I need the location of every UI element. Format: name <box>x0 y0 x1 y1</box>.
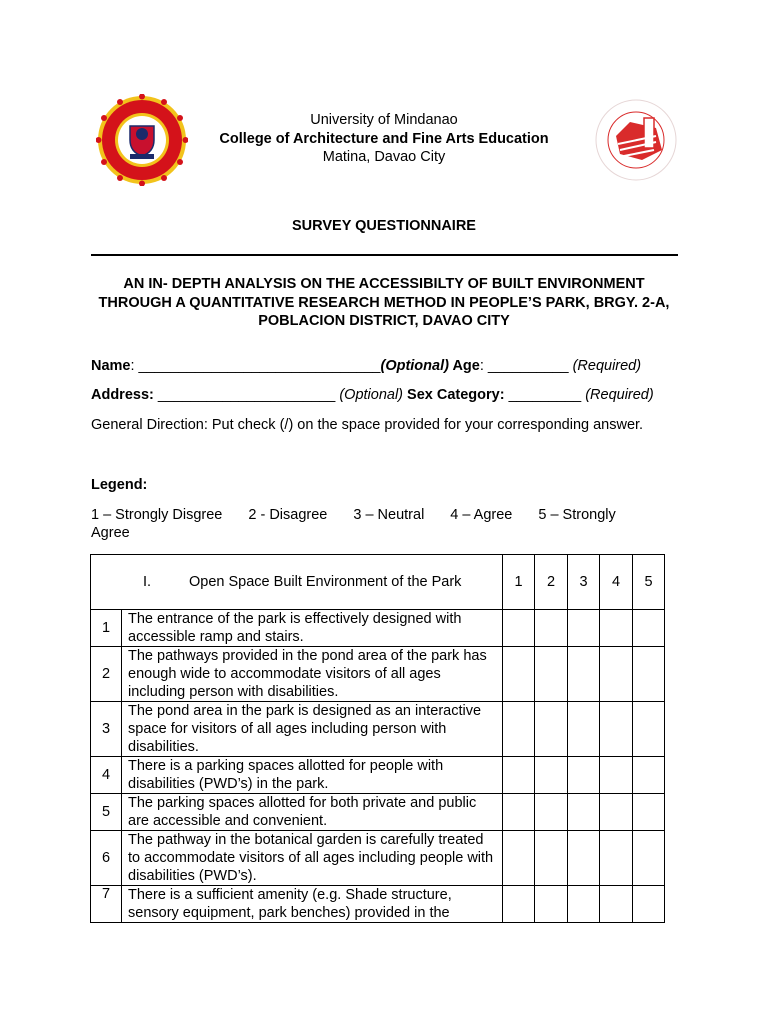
table-row <box>91 702 665 757</box>
college-name: College of Architecture and Fine Arts Education <box>219 130 549 147</box>
research-title: AN IN- DEPTH ANALYSIS ON THE ACCESSIBILTY OF BUILT ENVIRONMENT THROUGH A QUANTITATIVE RESEARCH METHOD IN PEOPLE’S PARK, BRGY. 2-A, POBLACION DISTRICT, DAVAO CITY <box>98 276 670 329</box>
address-label: Address: <box>91 387 154 403</box>
answer-cell[interactable] <box>633 647 665 702</box>
scale-header: 1 <box>503 555 535 610</box>
answer-cell[interactable] <box>535 702 568 757</box>
question-text: The pond area in the park is designed as an interactive space for visitors of all ages including person with disabilities. <box>122 702 503 757</box>
answer-cell[interactable] <box>568 610 600 647</box>
row-number: 4 <box>91 757 122 794</box>
table-row <box>91 831 665 886</box>
answer-cell[interactable] <box>503 647 535 702</box>
title-divider <box>91 254 678 256</box>
row-number: 3 <box>91 702 122 757</box>
row-number: 7 <box>91 886 122 923</box>
college-seal-icon <box>590 90 686 190</box>
row-number: 5 <box>91 794 122 831</box>
question-text: The pathways provided in the pond area of the park has enough wide to accommodate visitors of all ages including person with disabilities. <box>122 647 503 702</box>
answer-cell[interactable] <box>568 831 600 886</box>
scale-header: 5 <box>633 555 665 610</box>
question-text: The pathway in the botanical garden is carefully treated to accommodate visitors of all ages including people with disabilities (PWD’s). <box>122 831 503 886</box>
scale-header: 4 <box>600 555 633 610</box>
age-field[interactable]: : __________ <box>479 358 573 374</box>
legend-scale <box>91 506 671 542</box>
answer-cell[interactable] <box>535 757 568 794</box>
name-label: Name <box>91 358 131 374</box>
answer-cell[interactable] <box>600 794 633 831</box>
answer-cell[interactable] <box>633 831 665 886</box>
address-optional-note: (Optional) <box>339 387 404 403</box>
scale-header: 2 <box>535 555 568 610</box>
answer-cell[interactable] <box>568 702 600 757</box>
question-text: There is a sufficient amenity (e.g. Shade structure, sensory equipment, park benches) provided in the <box>122 886 503 923</box>
row-number: 2 <box>91 647 122 702</box>
table-row <box>91 610 665 647</box>
answer-cell[interactable] <box>535 647 568 702</box>
answer-cell[interactable] <box>503 886 535 923</box>
address-field[interactable]: ______________________ <box>153 387 340 403</box>
name-age-line <box>91 358 641 374</box>
survey-table <box>90 554 665 923</box>
row-number: 6 <box>91 831 122 886</box>
section-header <box>91 555 503 610</box>
sex-category-field[interactable]: _________ <box>504 387 586 403</box>
answer-cell[interactable] <box>600 886 633 923</box>
survey-title: SURVEY QUESTIONNAIRE <box>292 218 476 234</box>
answer-cell[interactable] <box>600 831 633 886</box>
answer-cell[interactable] <box>600 610 633 647</box>
table-row <box>91 886 665 923</box>
answer-cell[interactable] <box>633 757 665 794</box>
table-header-row <box>91 555 665 610</box>
sex-required-note: (Required) <box>585 387 654 403</box>
answer-cell[interactable] <box>633 610 665 647</box>
answer-cell[interactable] <box>568 757 600 794</box>
legend-item: 2 - Disagree <box>248 507 328 523</box>
question-text: The entrance of the park is effectively designed with accessible ramp and stairs. <box>122 610 503 647</box>
legend-item: 4 – Agree <box>450 507 513 523</box>
answer-cell[interactable] <box>503 702 535 757</box>
answer-cell[interactable] <box>503 831 535 886</box>
answer-cell[interactable] <box>503 610 535 647</box>
section-title: Open Space Built Environment of the Park <box>189 574 462 590</box>
answer-cell[interactable] <box>600 757 633 794</box>
answer-cell[interactable] <box>535 794 568 831</box>
answer-cell[interactable] <box>503 794 535 831</box>
age-required-note: (Required) <box>572 358 642 374</box>
answer-cell[interactable] <box>633 702 665 757</box>
answer-cell[interactable] <box>633 794 665 831</box>
university-name: University of Mindanao <box>310 112 458 128</box>
scale-header: 3 <box>568 555 600 610</box>
answer-cell[interactable] <box>535 831 568 886</box>
answer-cell[interactable] <box>600 647 633 702</box>
answer-cell[interactable] <box>503 757 535 794</box>
table-row <box>91 647 665 702</box>
answer-cell[interactable] <box>535 610 568 647</box>
legend-item: 5 – Strongly Agree <box>91 507 616 541</box>
row-number: 1 <box>91 610 122 647</box>
name-field[interactable]: : ______________________________ <box>130 358 381 374</box>
header-block <box>150 111 618 167</box>
name-optional-note: (Optional) <box>380 358 449 374</box>
answer-cell[interactable] <box>633 886 665 923</box>
legend-item: 1 – Strongly Disgree <box>91 507 223 523</box>
answer-cell[interactable] <box>568 647 600 702</box>
legend-item: 3 – Neutral <box>353 507 425 523</box>
answer-cell[interactable] <box>600 702 633 757</box>
legend-label: Legend: <box>91 477 148 493</box>
table-row <box>91 757 665 794</box>
answer-cell[interactable] <box>568 794 600 831</box>
location-text: Matina, Davao City <box>322 149 446 165</box>
question-text: The parking spaces allotted for both private and public are accessible and convenient. <box>122 794 503 831</box>
age-label: Age <box>448 358 480 374</box>
answer-cell[interactable] <box>568 886 600 923</box>
general-direction: General Direction: Put check (/) on the space provided for your corresponding answer. <box>91 417 644 433</box>
table-row <box>91 794 665 831</box>
answer-cell[interactable] <box>535 886 568 923</box>
sex-category-label: Sex Category: <box>403 387 505 403</box>
question-text: There is a parking spaces allotted for people with disabilities (PWD’s) in the park. <box>122 757 503 794</box>
section-number: I. <box>143 574 152 590</box>
address-sex-line <box>91 387 654 403</box>
